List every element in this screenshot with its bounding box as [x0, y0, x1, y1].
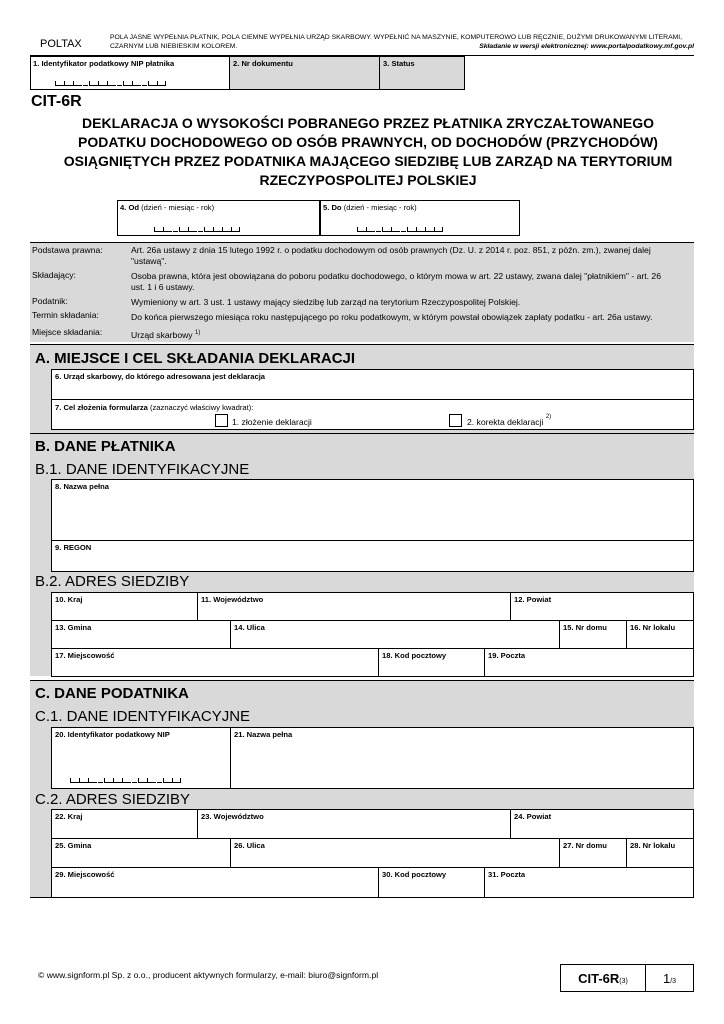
footer-form-code-box [560, 964, 646, 992]
field-19-label: 19. Poczta [488, 651, 526, 660]
field-23-voivodeship[interactable] [197, 809, 511, 839]
field-9-regon[interactable] [51, 540, 694, 572]
field-5-hint: (dzień - miesiąc - rok) [343, 203, 417, 212]
field-7-purpose [51, 399, 694, 430]
place-footnote: 1) [195, 330, 201, 336]
field-8-full-name[interactable] [51, 479, 694, 541]
field-7-num: 7. Cel złożenia formularza [55, 403, 148, 412]
field-16-label: 16. Nr lokalu [630, 623, 676, 632]
field-13-municipality[interactable] [51, 620, 231, 649]
field-5-num: 5. Do [323, 203, 342, 212]
field-3-label: 3. Status [383, 59, 415, 68]
field-31-label: 31. Poczta [488, 870, 526, 879]
field-24-county[interactable] [510, 809, 694, 839]
section-c1-title: C.1. DANE IDENTYFIKACYJNE [35, 708, 251, 725]
field-15-house-number[interactable] [559, 620, 627, 649]
taxpayer-label: Podatnik: [32, 296, 68, 306]
field-21-full-name[interactable] [230, 727, 694, 789]
field-16-apartment-number[interactable] [626, 620, 694, 649]
field-20-label: 20. Identyfikator podatkowy NIP [55, 730, 170, 739]
field-19-post-office[interactable] [484, 648, 694, 677]
taxpayer-text: Wymieniony w art. 3 ust. 1 ustawy mający siedzibę lub zarząd na terytorium Rzeczypospolitej Polskiej. [131, 297, 521, 307]
section-b [30, 433, 694, 676]
footer-page-number: 1 [662, 971, 671, 986]
field-28-label: 28. Nr lokalu [630, 841, 676, 850]
footer-page-total: /3 [670, 978, 677, 985]
field-20-nip-taxpayer[interactable] [51, 727, 231, 789]
footer-form-code: CIT-6R [578, 971, 620, 986]
footer-page-wrap [646, 970, 693, 988]
field-15-label: 15. Nr domu [563, 623, 607, 632]
field-4-num: 4. Od [120, 203, 139, 212]
field-11-label: 11. Województwo [201, 595, 264, 604]
field-12-county[interactable] [510, 592, 694, 621]
field-30-postal-code[interactable] [378, 867, 485, 898]
section-c-title: C. DANE PODATNIKA [35, 685, 189, 702]
field-5-period-to[interactable] [320, 200, 520, 236]
field-23-label: 23. Województwo [201, 812, 264, 821]
field-27-label: 27. Nr domu [563, 841, 607, 850]
option-2-label: 2. korekta deklaracji [467, 417, 544, 427]
section-b1-title: B.1. DANE IDENTYFIKACYJNE [35, 461, 250, 478]
field-7-label [55, 403, 253, 412]
date-ticks-from [154, 225, 240, 232]
field-13-label: 13. Gmina [55, 623, 92, 632]
place-text: Urząd skarbowy [131, 329, 193, 340]
section-b-title: B. DANE PŁATNIKA [35, 438, 176, 455]
footer-copyright: © www.signform.pl Sp. z o.o., producent aktywnych formularzy, e-mail: biuro@signform.pl [38, 970, 379, 980]
deadline-text: Do końca pierwszego miesiąca roku następującego po roku podatkowym, w którym powstał obowiązek zapłaty podatku - art. 26a ustawy. [131, 312, 653, 322]
form-code: CIT-6R [31, 93, 82, 110]
field-5-label [323, 203, 417, 212]
section-c [30, 680, 694, 898]
option-2-label-wrap [467, 414, 552, 427]
field-29-city[interactable] [51, 867, 379, 898]
field-6-tax-office[interactable] [51, 369, 694, 400]
filer-label: Składający: [32, 270, 76, 280]
fill-instructions: POLA JASNE WYPEŁNIA PŁATNIK, POLA CIEMNE WYPEŁNIA URZĄD SKARBOWY. WYPEŁNIĆ NA MASZYNIE, KOMPUTEROWO LUB RĘCZNIE, DUŻYMI DRUKOWANYMI LITERAMI, CZARNYM LUB NIEBIESKIM KOLOREM. [110, 34, 683, 50]
field-14-street[interactable] [230, 620, 560, 649]
filer-text: Osoba prawna, która jest obowiązana do poboru podatku dochodowego, o którym mowa w art. 22 ustawy, zwana dalej "płatnikiem" - art. 26 ust. 1 i 6 ustawy. [131, 271, 661, 292]
section-a-title: A. MIEJSCE I CEL SKŁADANIA DEKLARACJI [35, 350, 356, 367]
field-22-country[interactable] [51, 809, 198, 839]
field-24-label: 24. Powiat [514, 812, 552, 821]
field-18-postal-code[interactable] [378, 648, 485, 677]
field-8-label: 8. Nazwa pełna [55, 482, 110, 491]
nip-tick-marks-taxpayer [70, 776, 181, 783]
field-4-hint: (dzień - miesiąc - rok) [141, 203, 215, 212]
option-1-label: 1. złożenie deklaracji [232, 417, 312, 427]
field-10-country[interactable] [51, 592, 198, 621]
header-bar [30, 33, 694, 55]
field-30-label: 30. Kod pocztowy [382, 870, 447, 879]
section-c2-title: C.2. ADRES SIEDZIBY [35, 791, 191, 808]
field-1-label: 1. Identyfikator podatkowy NIP płatnika [33, 59, 175, 68]
section-b2-title: B.2. ADRES SIEDZIBY [35, 573, 190, 590]
deadline-label: Termin składania: [32, 310, 99, 320]
field-27-house-number[interactable] [559, 838, 627, 868]
field-10-label: 10. Kraj [55, 595, 83, 604]
field-21-label: 21. Nazwa pełna [234, 730, 293, 739]
field-31-post-office[interactable] [484, 867, 694, 898]
legal-basis-label: Podstawa prawna: [32, 245, 103, 255]
checkbox-submission[interactable] [215, 414, 228, 427]
field-4-period-from[interactable] [117, 200, 320, 236]
field-11-voivodeship[interactable] [197, 592, 511, 621]
poltax-label: POLTAX [40, 38, 82, 50]
legal-info-block [30, 242, 694, 342]
section-a [30, 344, 694, 436]
field-1-nip-payer[interactable] [30, 56, 230, 90]
field-9-label: 9. REGON [55, 543, 92, 552]
field-17-label: 17. Miejscowość [55, 651, 115, 660]
field-28-apartment-number[interactable] [626, 838, 694, 868]
date-ticks-to [357, 225, 443, 232]
field-12-label: 12. Powiat [514, 595, 552, 604]
field-4-label [120, 203, 214, 212]
field-25-label: 25. Gmina [55, 841, 92, 850]
nip-tick-marks [55, 79, 166, 86]
place-label: Miejsce składania: [32, 327, 103, 337]
field-26-street[interactable] [230, 838, 560, 868]
document-title: DEKLARACJA O WYSOKOŚCI POBRANEGO PRZEZ PŁATNIKA ZRYCZAŁTOWANEGO PODATKU DOCHODOWEGO OD OSÓB PRAWNYCH, OD DOCHODÓW (PRZYCHODÓW) OSIĄGNIĘTYCH PRZEZ PODATNIKA MAJĄCEGO SIEDZIBĘ LUB ZARZĄD NA TERYTORIUM RZECZYPOSPOLITEJ POLSKIEJ [63, 115, 673, 188]
field-14-label: 14. Ulica [234, 623, 265, 632]
field-6-label: 6. Urząd skarbowy, do którego adresowana jest deklaracja [55, 372, 266, 381]
legal-basis-text: Art. 26a ustawy z dnia 15 lutego 1992 r. o podatku dochodowym od osób prawnych (Dz. U. z 2014 r. poz. 851, z późn. zm.), zwanej dalej "ustawą". [131, 245, 651, 266]
checkbox-correction[interactable] [449, 414, 462, 427]
electronic-filing-note: Składanie w wersji elektronicznej: www.portalpodatkowy.mf.gov.pl [479, 43, 694, 50]
field-18-label: 18. Kod pocztowy [382, 651, 447, 660]
field-2-label: 2. Nr dokumentu [233, 59, 293, 68]
footer-version: (3) [619, 978, 628, 985]
field-3-status [379, 56, 465, 90]
field-22-label: 22. Kraj [55, 812, 83, 821]
footer-page-box [645, 964, 694, 992]
place-text-wrap [131, 328, 200, 341]
field-26-label: 26. Ulica [234, 841, 265, 850]
option-2-footnote: 2) [545, 414, 552, 421]
field-7-hint: (zaznaczyć właściwy kwadrat): [149, 403, 254, 412]
field-29-label: 29. Miejscowość [55, 870, 115, 879]
field-17-city[interactable] [51, 648, 379, 677]
footer-form-code-wrap [561, 970, 645, 988]
field-25-municipality[interactable] [51, 838, 231, 868]
field-2-document-number [229, 56, 380, 90]
